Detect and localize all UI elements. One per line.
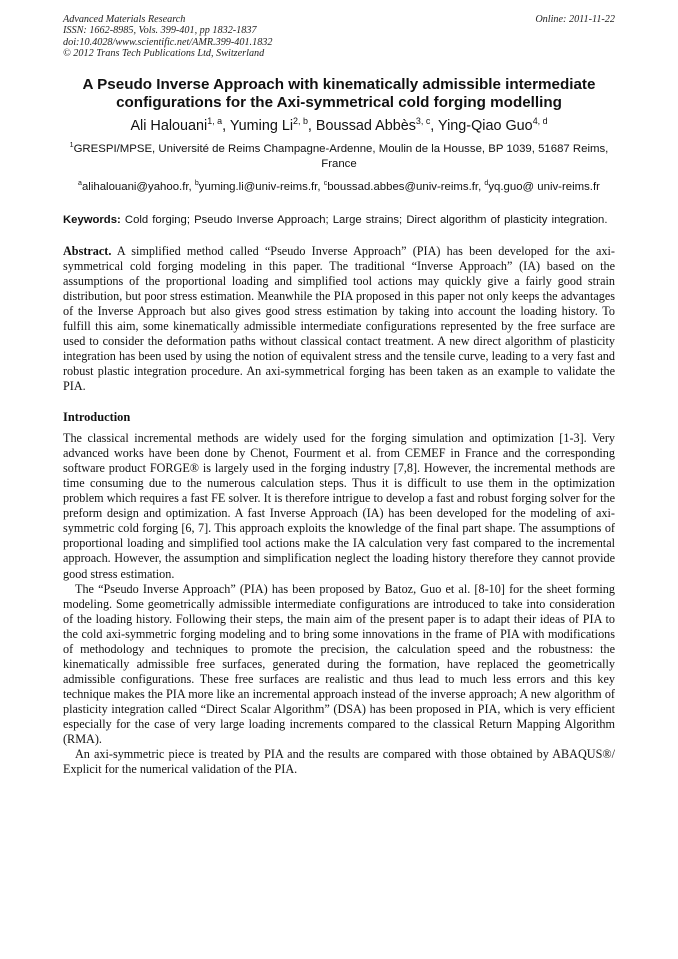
online-date: Online: 2011-11-22 [535,14,615,25]
body-paragraph: The classical incremental methods are widely used for the forging simulation and optimization [1-3]. Very advanced works have been done by Chenot, Fourment et al. from CEMEF in France and the corresponding software product FORGE® is largely used in the forging industry [7,8]. However, the incremental methods are time consuming due to the numerous calculation steps. Thus it is difficult to use them in the optimization problem which requires a fast FE solver. It is therefore intrigue to develop a fast and robust forging solver for the preform design and optimization. A fast Inverse Approach (IA) has been developed for the modeling of axi-symmetric cold forging [6, 7]. This approach exploits the knowledge of the final part shape. The assumptions of proportional loading and simplified tool actions make the IA calculation very fast compared to the incremental approach. However, the assumption and simplification neglect the loading history therefore they cannot provide good stress estimation. [63,431,615,581]
abstract [63,244,615,394]
author-name: Ying-Qiao Guo [438,117,533,134]
email-mark: d [484,179,489,187]
keywords-text: Cold forging; Pseudo Inverse Approach; Large strains; Direct algorithm of plasticity integration. [124,213,608,226]
affiliation-text: GRESPI/MPSE, Université de Reims Champagne-Ardenne, Moulin de la Housse, BP 1039, 51687 Reims, France [73,142,609,170]
copyright-line: © 2012 Trans Tech Publications Ltd, Switzerland [63,48,265,60]
keywords-label: Keywords: [63,213,121,226]
email-address[interactable]: yuming.li@univ-reims.fr [198,180,318,193]
keywords [63,213,615,227]
body-paragraph: The “Pseudo Inverse Approach” (PIA) has been proposed by Batoz, Guo et al. [8-10] for the sheet forming modeling. Some geometrically admissible intermediate configurations are introduced to take into consideration of the loading history. Following their steps, the main aim of the present paper is to adapt their ideas of PIA to the cold axi-symmetric forging modeling and to bring some innovations in the frame of PIA with modifications of methodology and techniques to promote the precision, the calculation speed and the robustness: the kinematically admissible free surfaces, generated during the formation, have replaced the geometrically admissible configurations. These free surfaces are realistic and thus lead to much less errors and this key technique makes the PIA more like an incremental approach instead of the inverse approach; A new algorithm of plasticity integration called “Direct Scalar Algorithm” (DSA) has been proposed in PIA, which is very efficient especially for the case of very large loading increments compared to the classical Return Mapping Algorithm (RMA). [63,581,615,747]
section-heading-introduction: Introduction [63,410,131,425]
email-address[interactable]: boussad.abbes@univ-reims.fr [327,180,479,193]
author-name: Yuming Li [229,117,294,134]
affiliation [63,142,615,172]
body-paragraph: An axi-symmetric piece is treated by PIA and the results are compared with those obtained by ABAQUS®/ Explicit for the numerical validation of the PIA. [63,747,615,777]
issn-line: ISSN: 1662-8985, Vols. 399-401, pp 1832-1837 [63,25,257,37]
author-affiliation-mark: 1, a [207,115,223,126]
author-list: Ali Halouani$^{1, a}$, Yuming Li$^{2, b}$, Boussad Abbès$^{3, c}$, Ying-Qiao Guo$^{4, d}$ [130,115,548,134]
publication-info [63,14,272,60]
abstract-label: Abstract. [63,243,112,258]
author-name: Boussad Abbès [315,117,416,134]
email-address[interactable]: alihalouani@yahoo.fr [81,180,189,193]
author-affiliation-mark: 3, c [415,115,431,126]
author-affiliation-mark: 2, b [293,115,308,126]
author-affiliation-mark: 4, d [532,115,548,126]
author-name: Ali Halouani [130,117,208,134]
affiliation-mark: 1 [69,141,74,149]
paper-title: A Pseudo Inverse Approach with kinematically admissible intermediate configurations for the Axi-symmetrical cold forging modelling [82,75,596,111]
doi-line: doi:10.4028/www.scientific.net/AMR.399-401.1832 [63,36,273,48]
email-mark: b [194,179,199,187]
abstract-text: A simplified method called “Pseudo Inverse Approach” (PIA) has been developed for the axi-symmetrical cold forging modeling in this paper. The traditional “Inverse Approach” (IA) based on the assumptions of the proportional loading and simplified tool actions may quickly give a fairly good strain distribution, but poor stress estimation. Meanwhile the PIA proposed in this paper not only keeps the advantages of the Inverse Approach but also gives good stress estimation by taking into account the loading history. To fulfill this aim, some kinematically admissible intermediate configurations represented by the free surface are used to consider the deformation paths without classical contact treatment. A new direct algorithm of plasticity integration has been used by using the notion of equivalent stress and the tensile curve, leading to a very fast and robust plastic integration procedure. An axi-symmetrical forging has been taken as an example to validate the PIA. [63,243,615,394]
running-header [63,14,615,60]
email-list: $^a$alihalouani@yahoo.fr, $^b$yuming.li@univ-reims.fr, $^c$boussad.abbes@univ-reims.fr, $^d$yq.guo@ univ-reims.fr [78,179,600,193]
email-address[interactable]: yq.guo@ univ-reims.fr [488,180,600,193]
email-mark: c [323,179,328,187]
email-mark: a [78,179,82,187]
journal-name: Advanced Materials Research [63,14,186,25]
